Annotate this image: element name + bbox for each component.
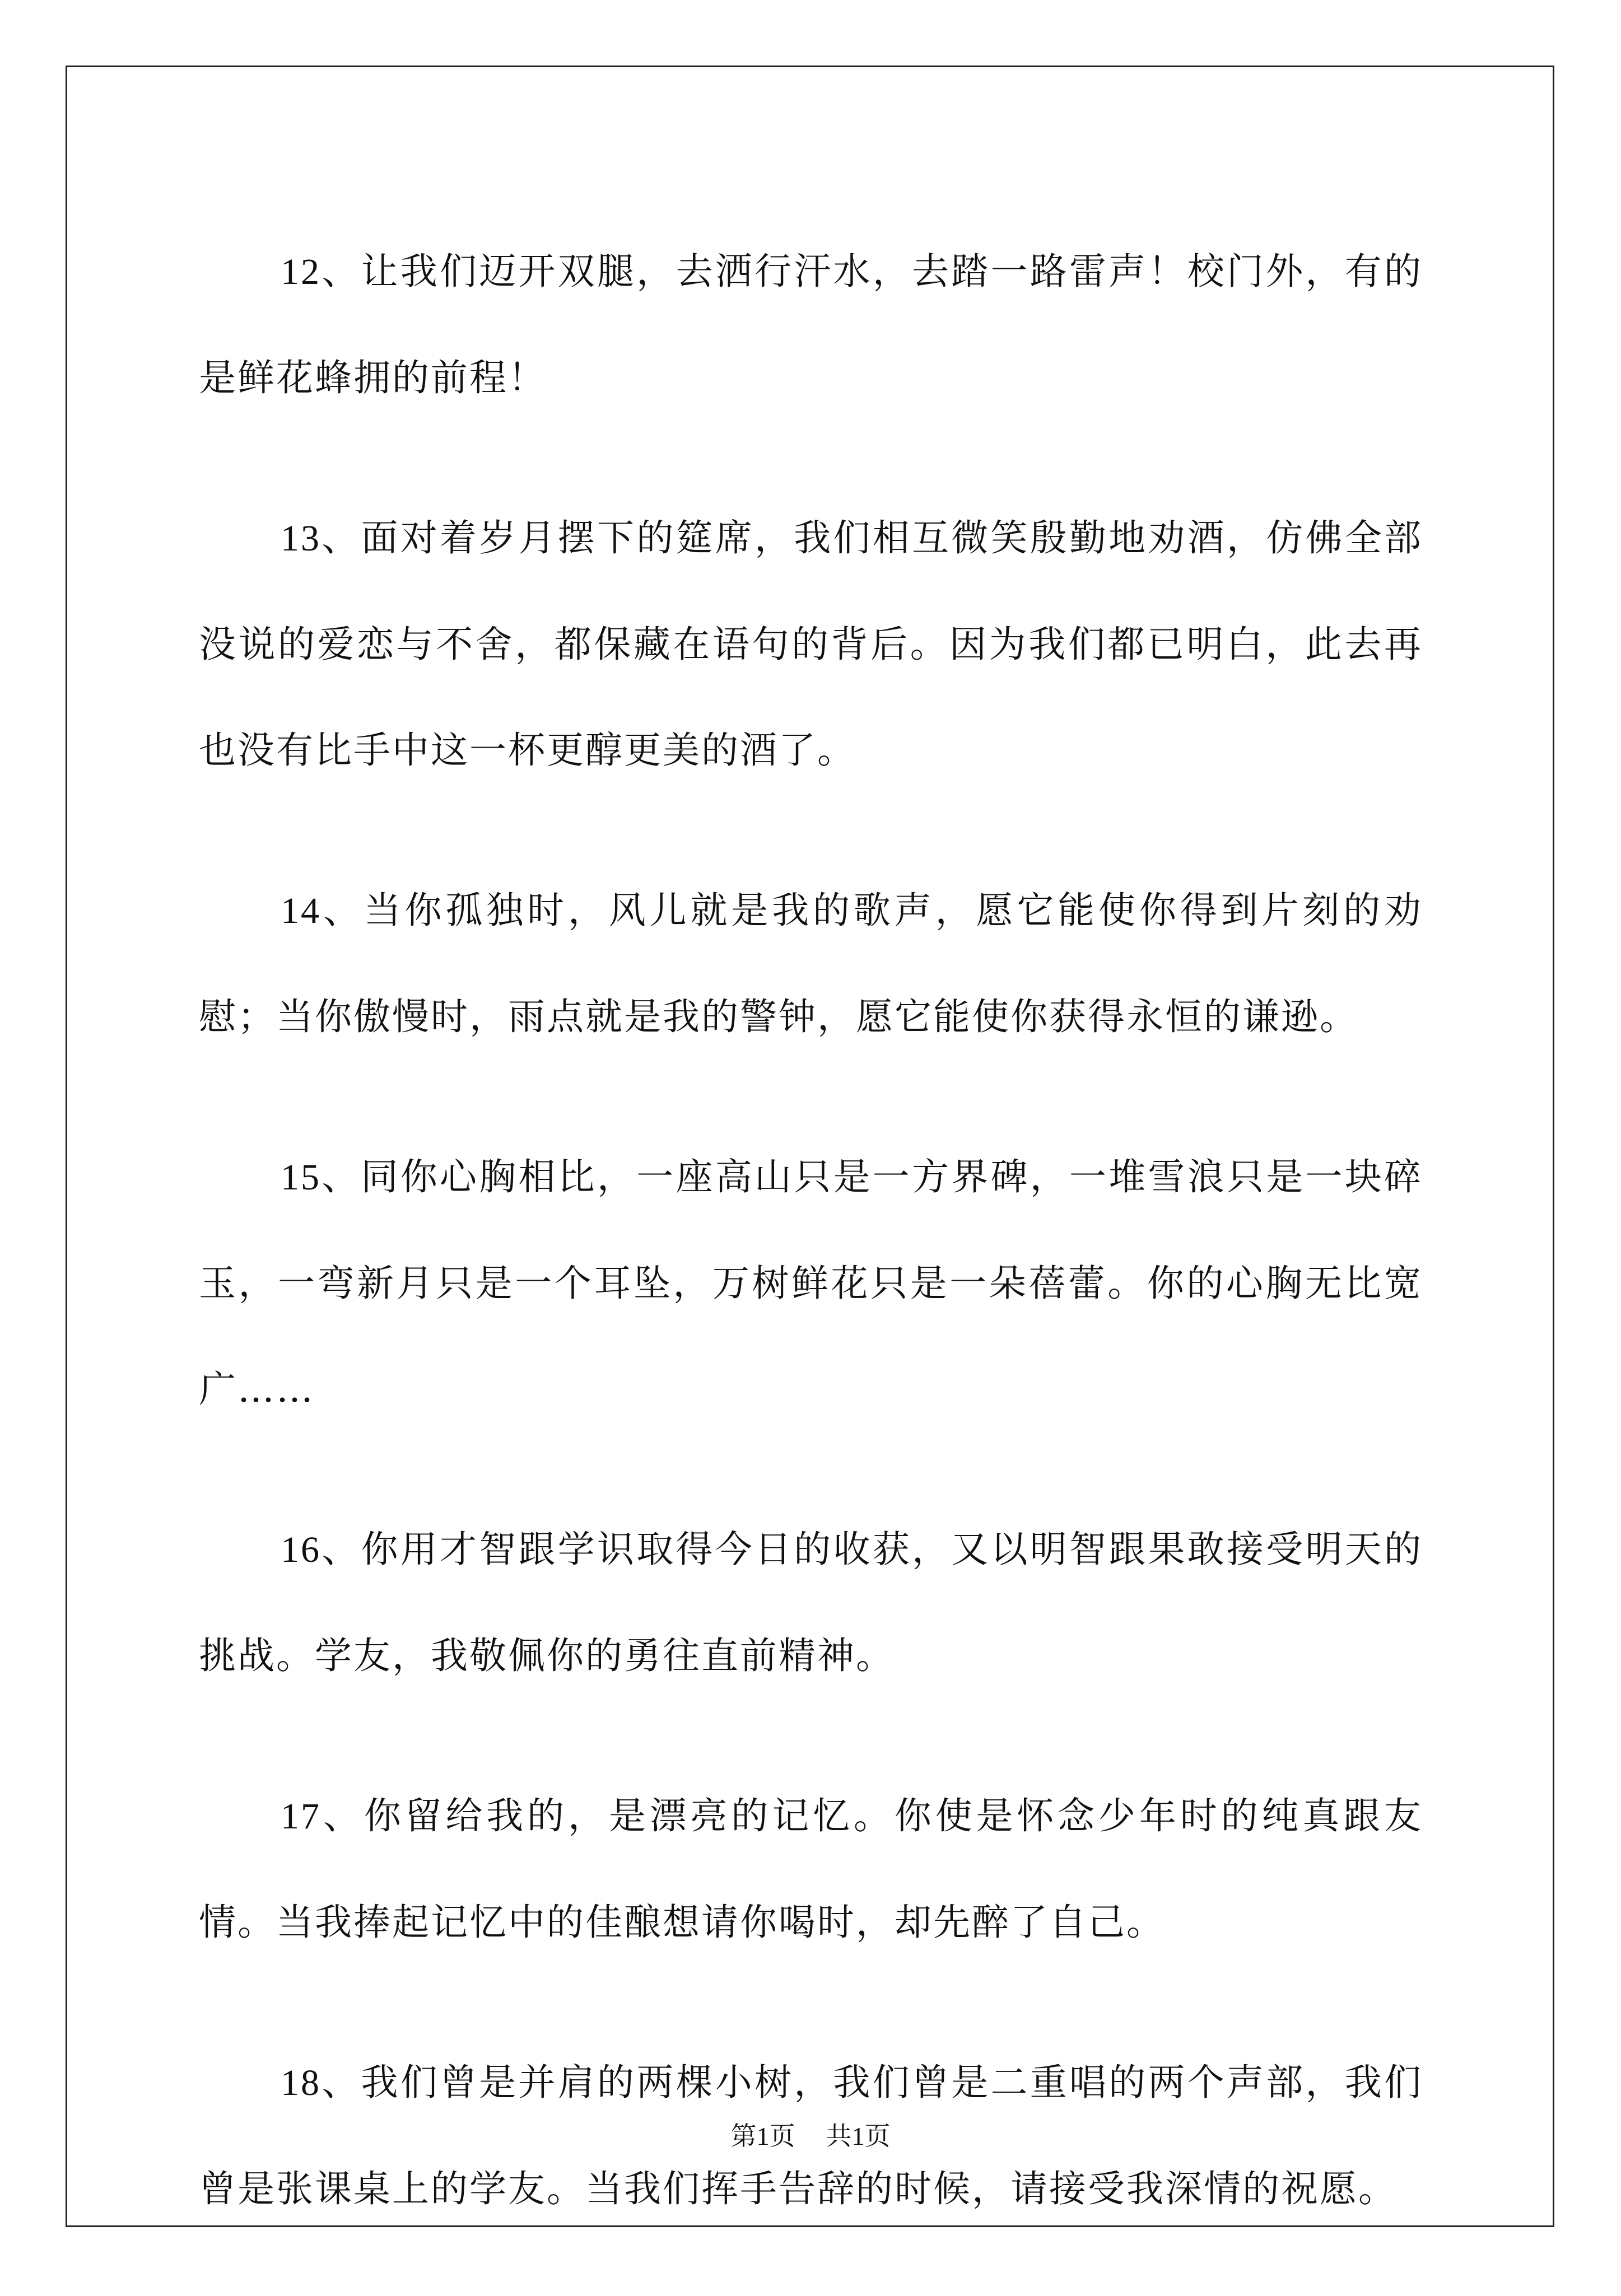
page-total: 共1页 <box>826 2122 891 2150</box>
paragraph-13: 13、面对着岁月摆下的筵席，我们相互微笑殷勤地劝酒，仿佛全部没说的爱恋与不舍，都保藏在语句的背后。因为我们都已明白，此去再也没有比手中这一杯更醇更美的酒了。 <box>199 516 1423 772</box>
paragraph-14: 14、当你孤独时，风儿就是我的歌声，愿它能使你得到片刻的劝慰；当你傲慢时，雨点就是我的警钟，愿它能使你获得永恒的谦逊。 <box>199 889 1423 1038</box>
paragraph-16: 16、你用才智跟学识取得今日的收获，又以明智跟果敢接受明天的挑战。学友，我敬佩你的勇往直前精神。 <box>199 1528 1423 1677</box>
paragraph-18: 18、我们曾是并肩的两棵小树，我们曾是二重唱的两个声部，我们曾是张课桌上的学友。当我们挥手告辞的时候，请接受我深情的祝愿。 <box>199 2061 1423 2210</box>
document-body <box>199 218 1423 2296</box>
page-number: 第1页 <box>730 2122 795 2150</box>
paragraph-17: 17、你留给我的，是漂亮的记忆。你使是怀念少年时的纯真跟友情。当我捧起记忆中的佳酿想请你喝时，却先醉了自己。 <box>199 1794 1423 1944</box>
page-footer <box>0 2120 1621 2153</box>
paragraph-15: 15、同你心胸相比，一座高山只是一方界碑，一堆雪浪只是一块碎玉，一弯新月只是一个耳坠，万树鲜花只是一朵蓓蕾。你的心胸无比宽广…… <box>199 1155 1423 1411</box>
paragraph-12: 12、让我们迈开双腿，去洒行汗水，去踏一路雷声！校门外，有的是鲜花蜂拥的前程！ <box>199 250 1423 399</box>
